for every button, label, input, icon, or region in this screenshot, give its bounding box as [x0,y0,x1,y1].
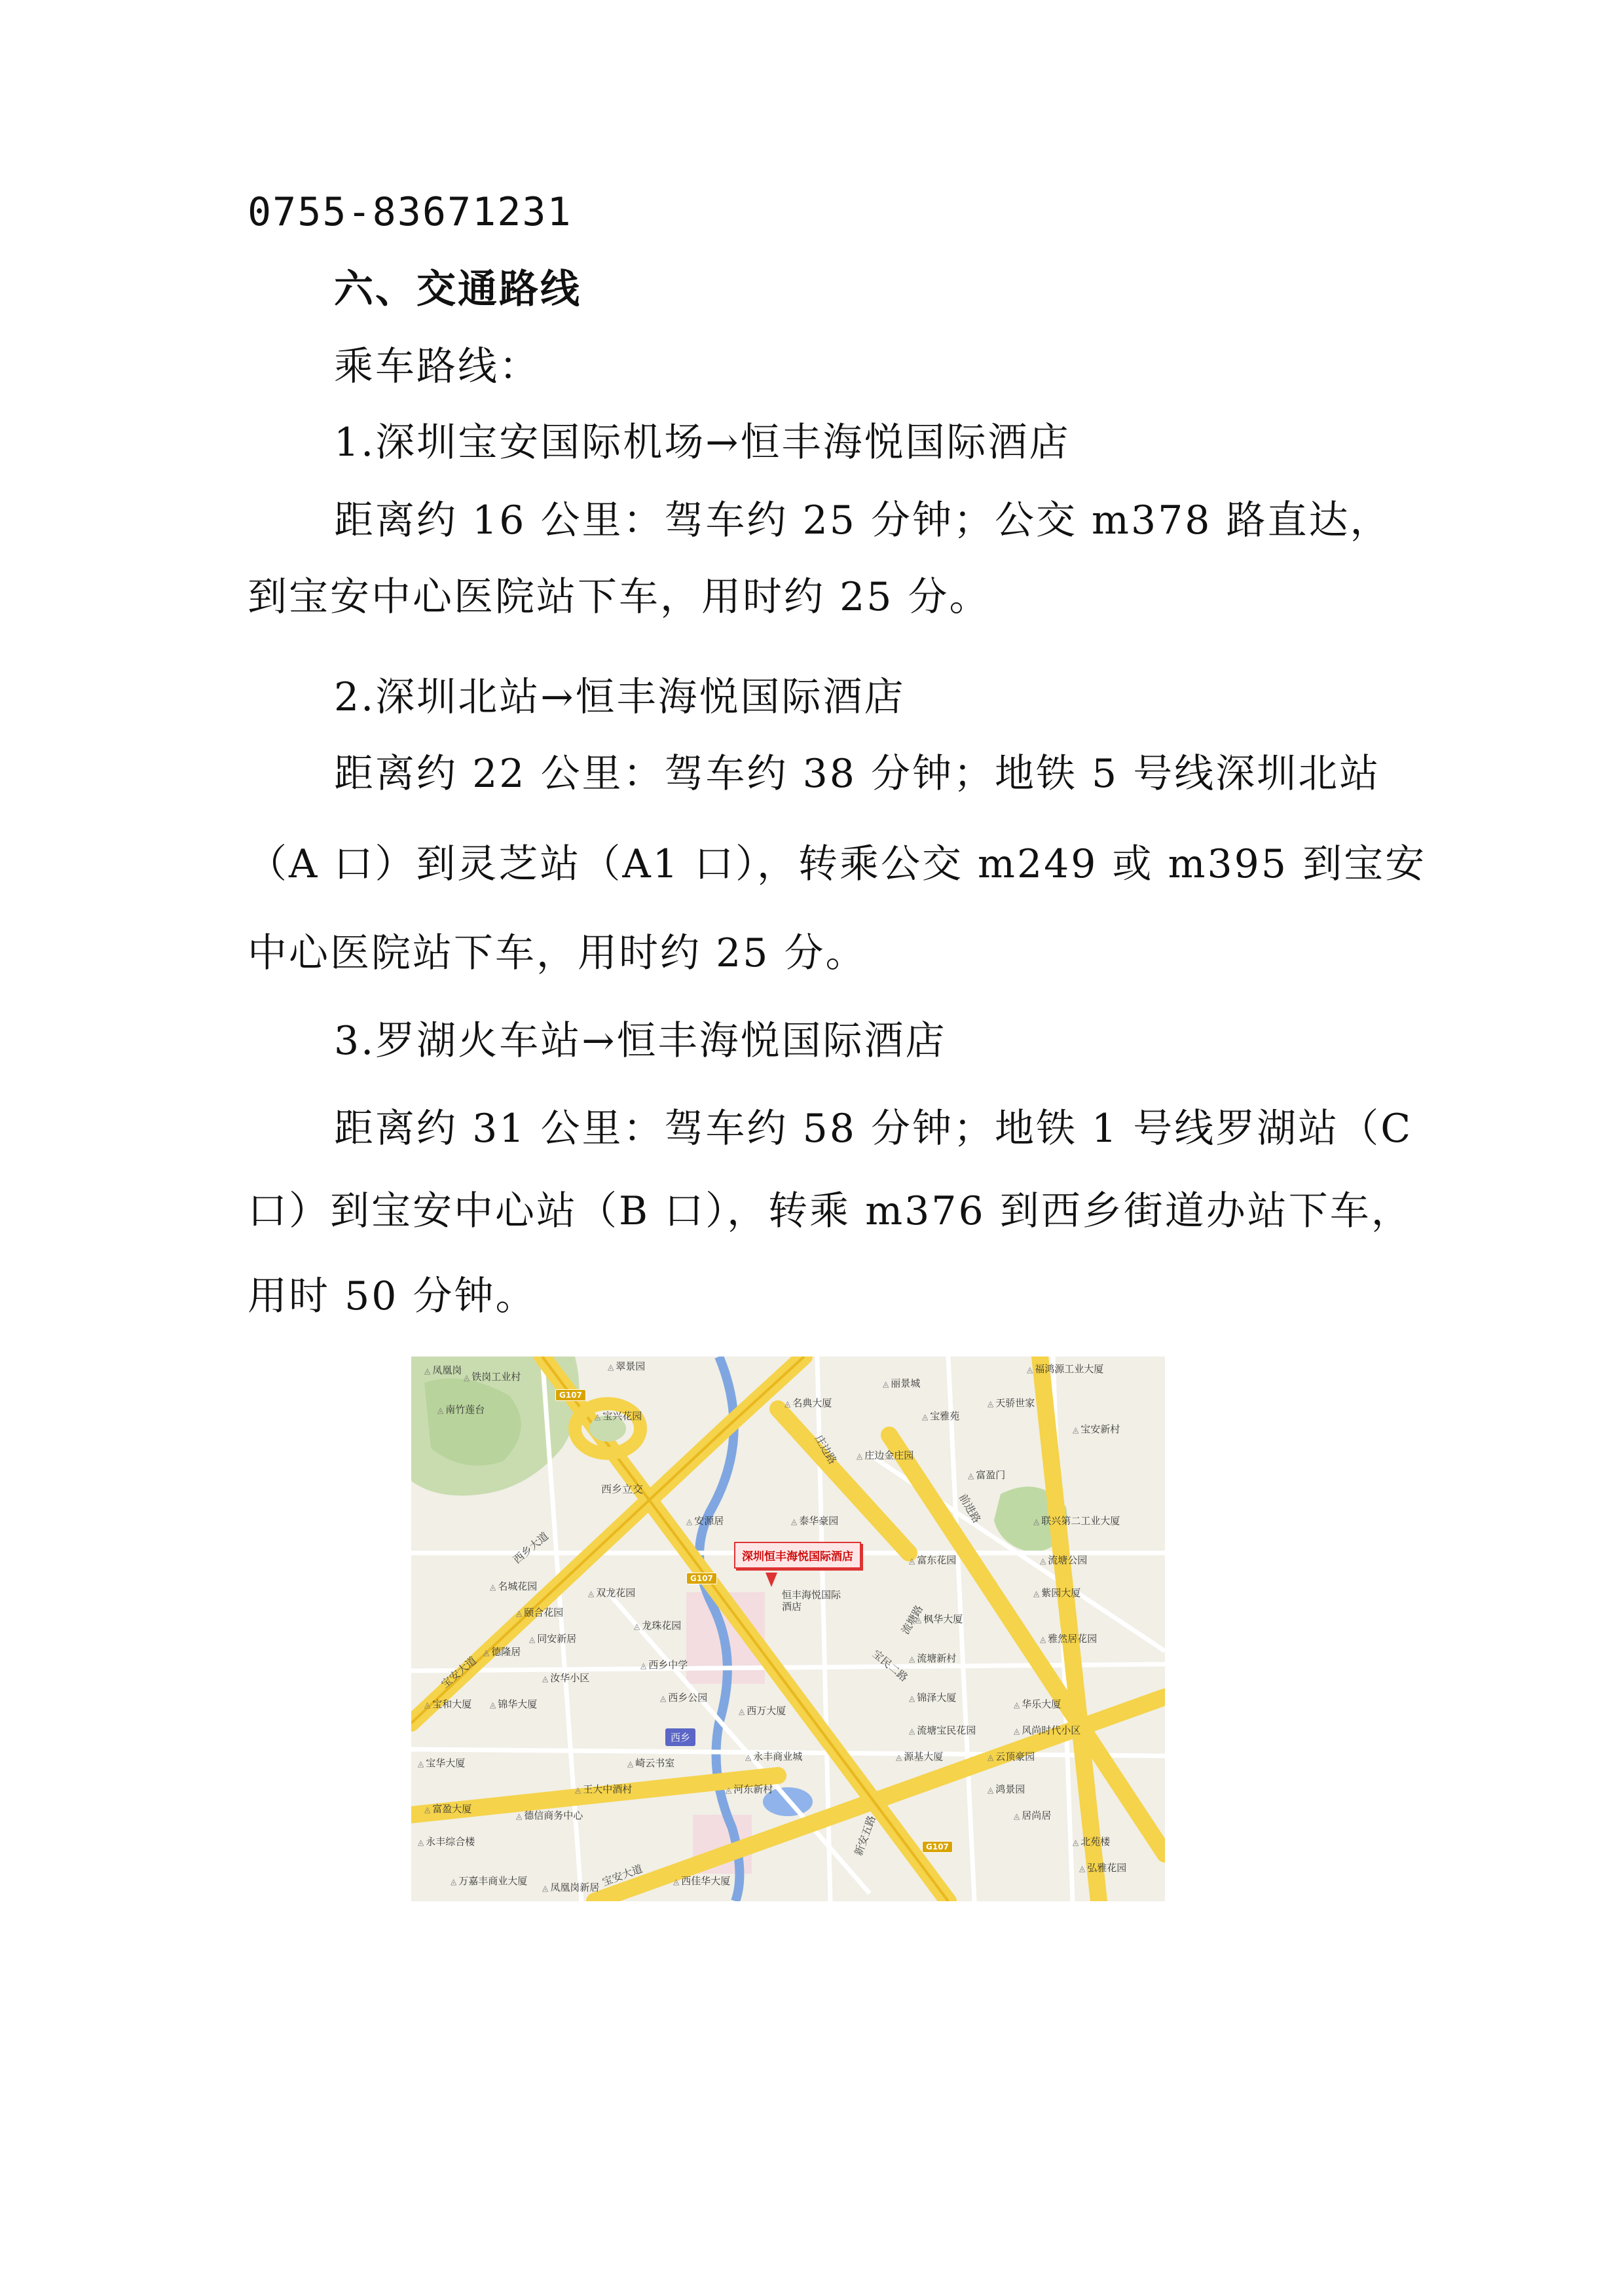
map-poi: ◬ 紫园大厦 [1033,1586,1080,1599]
map-poi: ◬ 双龙花园 [588,1586,635,1599]
map-road-label: 西乡大道 [511,1529,551,1567]
hotel-map-label: 恒丰海悦国际酒店 [782,1589,841,1613]
route-3-detail: 口）到宝安中心站（B 口），转乘 m376 到西乡街道办站下车， [248,1188,1412,1234]
route-2-detail: 距离约 22 公里：驾车约 38 分钟；地铁 5 号线深圳北站 [334,751,1381,797]
map-poi: ◬ 雅然居花园 [1040,1631,1097,1645]
map-poi: ◬ 风尚时代小区 [1014,1723,1080,1737]
map-poi: ◬ 安源居 [686,1514,724,1527]
map-interchange-label: 西乡立交 [601,1483,644,1495]
map-poi: ◬ 名典大厦 [784,1396,832,1410]
map-poi: ◬ 颐合花园 [516,1605,563,1619]
map-poi: ◬ 丽景城 [883,1376,920,1390]
map-poi: ◬ 西乡公园 [660,1690,707,1704]
map-poi: ◬ 华乐大厦 [1014,1697,1061,1711]
map-poi: ◬ 凤凰岗新居 [542,1880,599,1894]
map-poi: ◬ 宝安新村 [1073,1422,1120,1436]
map-highway-shield: G107 [686,1573,717,1584]
route-1-detail: 到宝安中心医院站下车，用时约 25 分。 [248,574,991,620]
map-poi: ◬ 泰华豪园 [791,1514,838,1527]
map-poi: ◬ 富东花园 [909,1553,956,1567]
map-poi: ◬ 西万大厦 [739,1704,786,1717]
map-poi: ◬ 汝华小区 [542,1671,589,1685]
map-road-label: 宝安大道 [600,1862,644,1889]
contact-phone: 0755-83671231 [248,189,572,235]
map-poi: ◬ 凤凰岗 [424,1363,462,1377]
location-map [411,1357,1165,1901]
map-road-label: 庄边路 [812,1432,840,1467]
route-intro: 乘车路线： [334,344,540,390]
map-poi: ◬ 流塘公园 [1040,1553,1087,1567]
hotel-pin-icon [766,1573,777,1587]
map-poi: ◬ 富盈大厦 [424,1802,471,1815]
map-poi: ◬ 西佳华大厦 [673,1874,730,1887]
route-2-detail: （A 口）到灵芝站（A1 口），转乘公交 m249 或 m395 到宝安 [248,841,1427,887]
map-poi: ◬ 枫华大厦 [915,1612,963,1626]
map-poi: ◬ 宝华大厦 [418,1756,465,1770]
route-3-detail: 用时 50 分钟。 [248,1273,537,1319]
section-heading: 六、交通路线 [334,266,581,312]
map-poi: ◬ 德信商务中心 [516,1808,583,1822]
route-3-detail: 距离约 31 公里：驾车约 58 分钟；地铁 1 号线罗湖站（C [334,1106,1413,1152]
route-1-detail: 距离约 16 公里：驾车约 25 分钟；公交 m378 路直达， [334,498,1392,543]
map-poi: ◬ 永丰商业城 [745,1749,802,1763]
map-road-label: 前进路 [956,1491,984,1525]
map-poi: ◬ 河东新村 [726,1782,773,1796]
route-2-title: 2.深圳北站→恒丰海悦国际酒店 [334,674,906,720]
map-highway-shield: G107 [555,1389,586,1401]
hotel-callout: 深圳恒丰海悦国际酒店 [734,1542,861,1569]
map-poi: ◬ 宝和大厦 [424,1697,471,1711]
map-poi: ◬ 源基大厦 [896,1749,943,1763]
map-poi: ◬ 翠景园 [608,1359,645,1373]
map-road-label: 宝民二路 [870,1647,910,1685]
map-poi: ◬ 德隆居 [483,1645,521,1658]
map-highway-shield: G107 [922,1841,953,1853]
map-poi: ◬ 流塘宝民花园 [909,1723,976,1737]
map-poi: ◬ 万嘉丰商业大厦 [451,1874,527,1887]
map-poi: ◬ 王大中酒村 [575,1782,632,1796]
map-poi: ◬ 北苑楼 [1073,1834,1110,1848]
map-poi: ◬ 鸿景园 [987,1782,1025,1796]
map-road-label: 新安五路 [852,1813,878,1858]
route-3-title: 3.罗湖火车站→恒丰海悦国际酒店 [334,1018,947,1064]
map-poi: ◬ 南竹莲台 [437,1402,485,1416]
map-poi: ◬ 西乡中学 [640,1658,688,1671]
map-poi: ◬ 宝兴花园 [595,1409,642,1423]
map-poi: ◬ 同安新居 [529,1631,576,1645]
map-poi: ◬ 龙珠花园 [634,1618,681,1632]
map-poi: ◬ 居尚居 [1014,1808,1051,1822]
map-poi: ◬ 永丰综合楼 [418,1834,475,1848]
map-road-label: 流塘路 [898,1603,926,1637]
map-poi: ◬ 福鸿源工业大厦 [1027,1362,1103,1376]
map-poi: ◬ 锦泽大厦 [909,1690,956,1704]
map-road-label: 宝安大道 [439,1654,479,1691]
map-poi: ◬ 庄边金庄园 [857,1448,913,1462]
route-2-detail: 中心医院站下车，用时约 25 分。 [248,930,867,976]
map-poi: ◬ 崎云书室 [627,1756,674,1770]
map-poi: ◬ 锦华大厦 [490,1697,537,1711]
map-poi: ◬ 富盈门 [968,1468,1005,1482]
map-poi: ◬ 铁岗工业村 [464,1370,521,1383]
map-poi: ◬ 流塘新村 [909,1651,956,1665]
map-poi: ◬ 云顶豪园 [987,1749,1035,1763]
route-1-title: 1.深圳宝安国际机场→恒丰海悦国际酒店 [334,420,1071,465]
map-poi: ◬ 天骄世家 [987,1396,1035,1410]
map-poi: ◬ 宝雅苑 [922,1409,959,1423]
map-metro-station: 西乡 [665,1728,695,1746]
map-poi: ◬ 联兴第二工业大厦 [1033,1514,1120,1527]
map-poi: ◬ 名城花园 [490,1579,537,1593]
map-poi: ◬ 弘雅花园 [1079,1861,1126,1874]
